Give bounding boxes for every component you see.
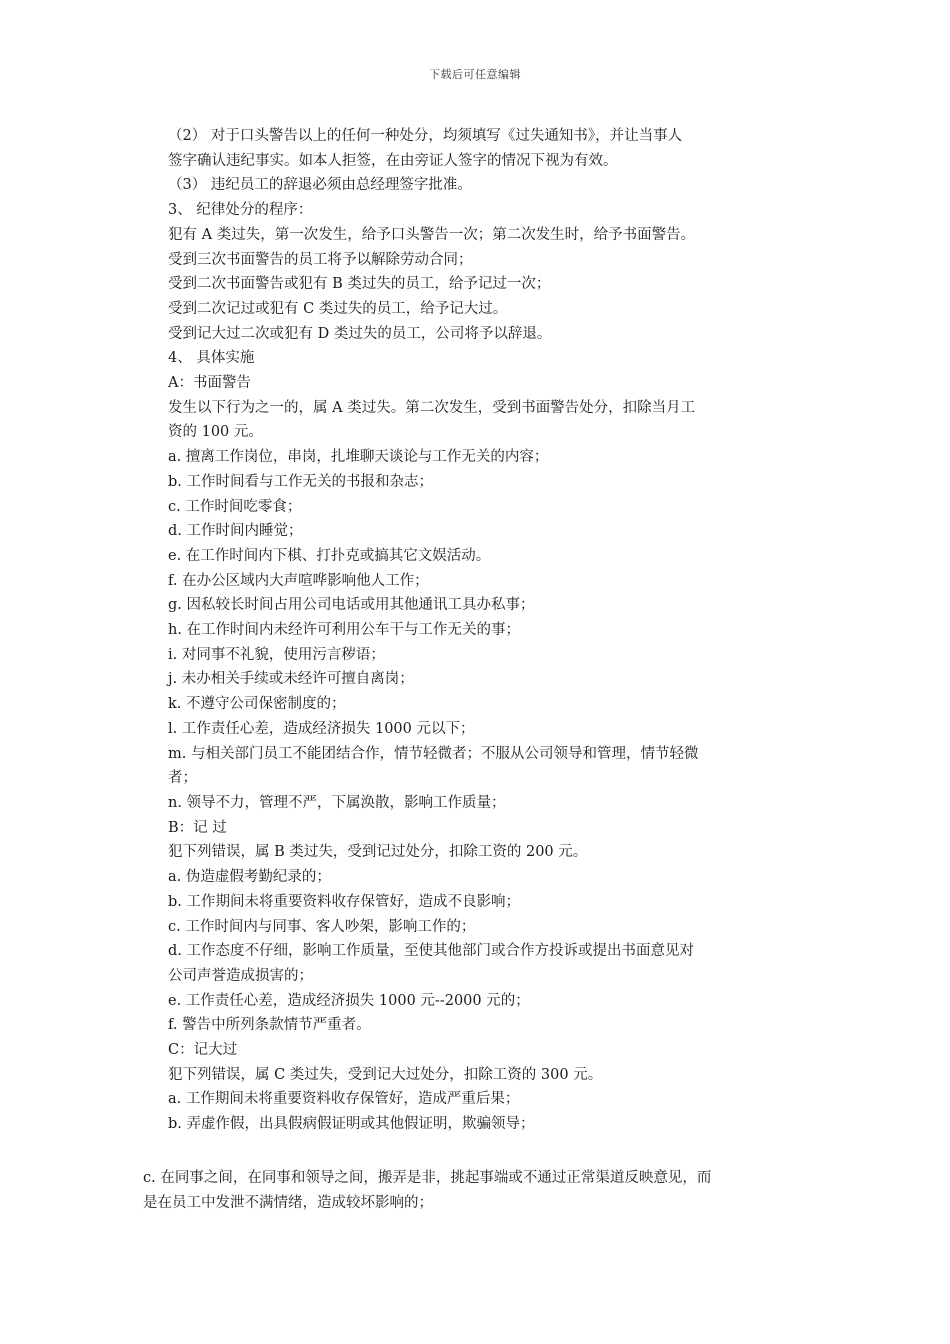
list-item: b. 弄虚作假，出具假病假证明或其他假证明，欺骗领导； (168, 1116, 535, 1133)
subsection-heading: C：记大过 (168, 1042, 238, 1059)
list-item: 者； (168, 770, 197, 787)
list-item: f. 在办公区域内大声喧哗影响他人工作； (168, 572, 429, 589)
list-item: a. 工作期间未将重要资料收存保管好，造成严重后果； (168, 1091, 520, 1108)
list-item: k. 不遵守公司保密制度的； (168, 696, 346, 713)
text-line: 受到二次记过或犯有 C 类过失的员工，给予记大过。 (168, 300, 508, 317)
subsection-heading: B：记 过 (168, 819, 227, 836)
section-heading: 4、 具体实施 (168, 350, 255, 367)
text-line: 受到记大过二次或犯有 D 类过失的员工，公司将予以辞退。 (168, 325, 552, 342)
text-line: 签字确认违纪事实。如本人拒签，在由旁证人签字的情况下视为有效。 (168, 152, 618, 169)
list-item: l. 工作责任心差，造成经济损失 1000 元以下； (168, 720, 475, 737)
list-item: d. 工作态度不仔细，影响工作质量，至使其他部门或合作方投诉或提出书面意见对 (168, 943, 694, 960)
text-line: 受到二次书面警告或犯有 B 类过失的员工，给予记过一次； (168, 276, 551, 293)
list-item: d. 工作时间内睡觉； (168, 523, 303, 540)
list-item: a. 擅离工作岗位，串岗，扎堆聊天谈论与工作无关的内容； (168, 449, 549, 466)
list-item: f. 警告中所列条款情节严重者。 (168, 1017, 371, 1034)
page-header: 下载后可任意编辑 (429, 68, 521, 81)
list-item: b. 工作时间看与工作无关的书报和杂志； (168, 473, 433, 490)
text-line: （3） 违纪员工的辞退必须由总经理签字批准。 (168, 177, 472, 194)
list-item: 是在员工中发泄不满情绪，造成较坏影响的； (143, 1195, 433, 1211)
text-line: 发生以下行为之一的，属 A 类过失。第二次发生，受到书面警告处分，扣除当月工 (168, 399, 696, 416)
text-line: 受到三次书面警告的员工将予以解除劳动合同； (168, 251, 473, 268)
list-item: b. 工作期间未将重要资料收存保管好，造成不良影响； (168, 893, 520, 910)
list-item: c. 工作时间吃零食； (168, 498, 302, 515)
section-heading: 3、 纪律处分的程序： (168, 202, 313, 219)
text-line: 资的 100 元。 (168, 424, 263, 441)
list-item: e. 在工作时间内下棋、打扑克或搞其它文娱活动。 (168, 547, 491, 564)
list-item: e. 工作责任心差，造成经济损失 1000 元--2000 元的； (168, 992, 530, 1009)
text-line: 犯有 A 类过失，第一次发生，给予口头警告一次；第二次发生时，给予书面警告。 (168, 226, 696, 243)
list-item: n. 领导不力，管理不严，下属涣散，影响工作质量； (168, 794, 506, 811)
list-item: c. 在同事之间，在同事和领导之间，搬弄是非，挑起事端或不通过正常渠道反映意见，而 (143, 1170, 712, 1186)
list-item: 公司声誉造成损害的； (168, 967, 313, 984)
document-tail (143, 1166, 813, 1216)
text-line: 犯下列错误，属 B 类过失，受到记过处分，扣除工资的 200 元。 (168, 844, 588, 861)
list-item: j. 未办相关手续或未经许可擅自离岗； (168, 671, 414, 688)
subsection-heading: A：书面警告 (168, 375, 251, 392)
list-item: h. 在工作时间内未经许可利用公车干与工作无关的事； (168, 622, 521, 639)
list-item: a. 伪造虚假考勤纪录的； (168, 869, 331, 886)
list-item: m. 与相关部门员工不能团结合作，情节轻微者；不服从公司领导和管理，情节轻微 (168, 745, 699, 762)
text-line: （2） 对于口头警告以上的任何一种处分，均须填写《过失通知书》，并让当事人 (168, 128, 683, 144)
text-line: 犯下列错误，属 C 类过失，受到记大过处分，扣除工资的 300 元。 (168, 1066, 603, 1083)
list-item: c. 工作时间内与同事、客人吵架，影响工作的； (168, 918, 476, 935)
list-item: i. 对同事不礼貌，使用污言秽语； (168, 646, 385, 663)
document-body (168, 124, 788, 1137)
list-item: g. 因私较长时间占用公司电话或用其他通讯工具办私事； (168, 597, 535, 614)
